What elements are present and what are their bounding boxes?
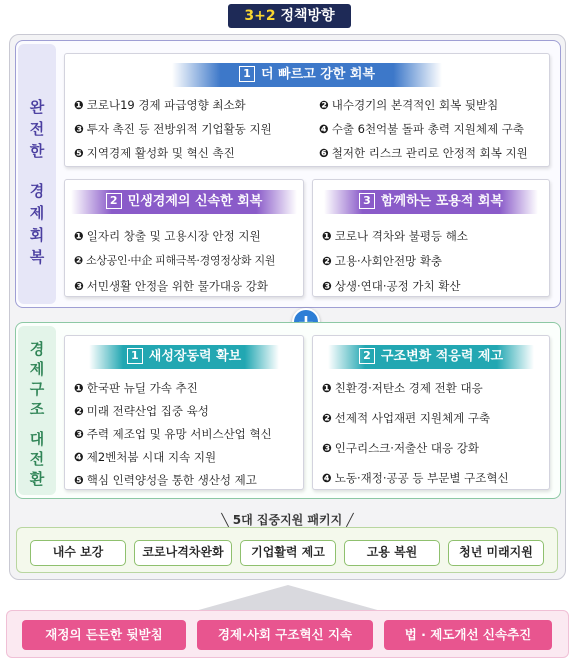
- list-item: [74, 253, 275, 269]
- box-number: 2: [106, 193, 122, 209]
- item-text: 상생·연대·공정 가치 확산: [334, 279, 461, 293]
- item-text: 노동·재정·공공 등 부문별 구조혁신: [334, 471, 509, 485]
- box-structural-adaptation-title: [328, 345, 534, 369]
- box-new-growth-title: [89, 345, 279, 369]
- item-text: 코로나19 경제 파급영향 최소화: [86, 98, 246, 112]
- list-item: [74, 472, 257, 488]
- box-number: 1: [239, 66, 255, 82]
- list-item: [322, 278, 460, 294]
- item-text: 핵심 인력양성을 통한 생산성 제고: [86, 473, 257, 487]
- package-item: 고용 복원: [344, 540, 440, 566]
- item-text: 수출 6천억불 돌파 총력 지원체제 구축: [331, 122, 524, 136]
- item-bullet: ❷: [322, 254, 332, 268]
- package-item: 내수 보강: [30, 540, 126, 566]
- up-arrow-shape: [195, 585, 381, 611]
- list-item: [322, 253, 442, 269]
- item-text: 인구리스크·저출산 대응 강화: [334, 441, 480, 455]
- list-item: [322, 470, 509, 486]
- section2-label-char: 전: [29, 450, 45, 468]
- box-title-text: 새성장동력 확보: [148, 349, 242, 364]
- box-title-text: 구조변화 적응력 제고: [380, 349, 504, 364]
- item-text: 내수경기의 본격적인 회복 뒷받침: [331, 98, 499, 112]
- item-text: 친환경·저탄소 경제 전환 대응: [334, 381, 483, 395]
- item-text: 투자 촉진 등 전방위적 기업활동 지원: [86, 122, 272, 136]
- box-inclusive-recovery: [312, 179, 550, 297]
- support-item: 재정의 든든한 뒷받침: [22, 620, 186, 650]
- item-bullet: ❸: [322, 441, 332, 455]
- section2-label-char: 환: [29, 470, 45, 488]
- item-bullet: ❸: [74, 427, 84, 441]
- item-text: 일자리 창출 및 고용시장 안정 지원: [86, 229, 261, 243]
- section2-label-char: 구: [29, 380, 45, 398]
- section1-label-char: 완: [29, 98, 45, 116]
- list-item: [74, 121, 272, 137]
- list-item: [74, 403, 209, 419]
- box-structural-adaptation: [312, 335, 550, 490]
- section1-label-char: 복: [29, 248, 45, 266]
- box-faster-recovery-title: [172, 63, 442, 87]
- item-bullet: ❸: [74, 279, 84, 293]
- section2-label-char: 제: [29, 360, 45, 378]
- item-bullet: ❺: [74, 473, 84, 487]
- item-text: 소상공인·中企 피해극복·경영정상화 지원: [86, 254, 276, 267]
- package-item: 기업활력 제고: [240, 540, 336, 566]
- box-new-growth: [64, 335, 304, 490]
- box-number: 1: [127, 348, 143, 364]
- item-bullet: ❷: [322, 411, 332, 425]
- package-title-right-mark: ╱: [342, 513, 354, 527]
- list-item: [322, 380, 483, 396]
- package-title-left-mark: ╲: [221, 513, 233, 527]
- section1-label-char: 전: [29, 120, 45, 138]
- item-bullet: ❷: [74, 254, 84, 267]
- package-title-text: 5대 집중지원 패키지: [232, 513, 343, 527]
- support-item: 경제·사회 구조혁신 지속: [197, 620, 373, 650]
- list-item: [74, 97, 246, 113]
- list-item: [319, 145, 528, 161]
- list-item: [74, 228, 261, 244]
- section1-vertical-label: [18, 44, 56, 304]
- section1-label-char: 회: [29, 226, 45, 244]
- section1-label-char: 제: [29, 204, 45, 222]
- item-bullet: ❹: [74, 450, 84, 464]
- list-item: [319, 97, 498, 113]
- section1-label-char: 한: [29, 142, 45, 160]
- section2-vertical-label: [18, 326, 56, 495]
- package-title: [0, 511, 575, 528]
- item-text: 코로나 격차와 불평등 해소: [334, 229, 468, 243]
- package-item: 코로나격차완화: [134, 540, 232, 566]
- item-bullet: ❸: [322, 279, 332, 293]
- item-text: 서민생활 안정을 위한 물가대응 강화: [86, 279, 269, 293]
- item-bullet: ❶: [74, 381, 84, 395]
- box-title-text: 민생경제의 신속한 회복: [127, 194, 263, 209]
- item-text: 철저한 리스크 관리로 안정적 회복 지원: [331, 146, 528, 160]
- box-livelihood-title: [71, 190, 297, 214]
- title-number: 3+2: [244, 8, 276, 24]
- box-inclusive-title: [324, 190, 538, 214]
- item-bullet: ❸: [74, 122, 84, 136]
- package-item: 청년 미래지원: [448, 540, 544, 566]
- item-bullet: ❶: [322, 381, 332, 395]
- section2-label-char: 조: [29, 400, 45, 418]
- item-text: 미래 전략산업 집중 육성: [86, 404, 209, 418]
- item-bullet: ❹: [322, 471, 332, 485]
- box-number: 2: [359, 348, 375, 364]
- list-item: [74, 278, 268, 294]
- item-bullet: ❻: [319, 146, 329, 160]
- box-number: 3: [359, 193, 375, 209]
- list-item: [322, 410, 490, 426]
- item-text: 한국판 뉴딜 가속 추진: [86, 381, 198, 395]
- policy-direction-title: [228, 4, 351, 28]
- support-item: 법 · 제도개선 신속추진: [384, 620, 552, 650]
- item-bullet: ❺: [74, 146, 84, 160]
- item-bullet: ❶: [74, 229, 84, 243]
- list-item: [319, 121, 524, 137]
- box-faster-recovery: [64, 53, 550, 167]
- list-item: [74, 380, 198, 396]
- section2-label-char: 대: [29, 430, 45, 448]
- item-text: 제2벤처붐 시대 지속 지원: [86, 450, 217, 464]
- box-title-text: 더 빠르고 강한 회복: [260, 67, 376, 82]
- item-bullet: ❶: [322, 229, 332, 243]
- item-bullet: ❶: [74, 98, 84, 112]
- section2-label-char: 경: [29, 340, 45, 358]
- box-livelihood-recovery: [64, 179, 304, 297]
- item-bullet: ❹: [319, 122, 329, 136]
- item-text: 선제적 사업재편 지원체계 구축: [334, 411, 491, 425]
- box-title-text: 함께하는 포용적 회복: [380, 194, 504, 209]
- list-item: [74, 426, 272, 442]
- section1-label-char: 경: [29, 182, 45, 200]
- list-item: [322, 440, 479, 456]
- item-text: 지역경제 활성화 및 혁신 촉진: [86, 146, 235, 160]
- list-item: [74, 449, 216, 465]
- list-item: [322, 228, 468, 244]
- list-item: [74, 145, 235, 161]
- item-text: 주력 제조업 및 유망 서비스산업 혁신: [86, 427, 272, 441]
- item-bullet: ❷: [74, 404, 84, 418]
- title-text: 정책방향: [280, 8, 335, 24]
- item-text: 고용·사회안전망 확충: [334, 254, 443, 268]
- item-bullet: ❷: [319, 98, 329, 112]
